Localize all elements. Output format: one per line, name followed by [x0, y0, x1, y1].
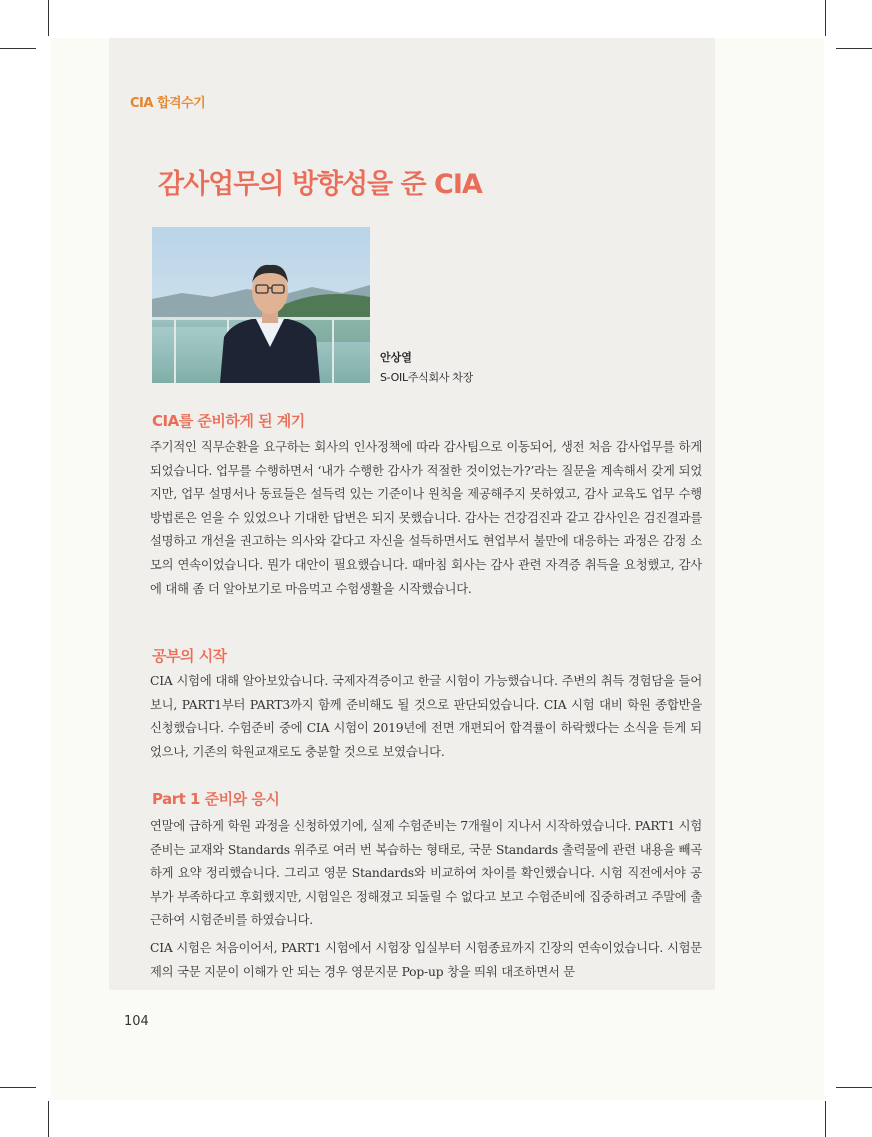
page-number: 104	[124, 1014, 149, 1029]
crop-mark	[48, 1101, 49, 1137]
author-title: S-OIL주식회사 차장	[380, 371, 473, 384]
section-heading: Part 1 준비와 응시	[152, 790, 280, 808]
paragraph: 연말에 급하게 학원 과정을 신청하였기에, 실제 수험준비는 7개월이 지나서 시작하였습니다. PART1 시험준비는 교재와 Standards 위주로 여러 번 복습하는 형태로, 국문 Standards 출력물에 관련 내용을 빼곡하게 요약 정리했습니다. 그리고 영문 Standards와 비교하여 차이를 확인했습니다. 시험 직전에서야 공부가 부족하다고 후회했지만, 시험일은 정해졌고 되돌릴 수 없다고 보고 수험준비에 집중하려고 주말에 출근하여 시험준비를 하였습니다.	[150, 819, 702, 928]
crop-mark	[825, 1101, 826, 1137]
author-name: 안상열	[380, 351, 412, 364]
author-photo	[152, 227, 370, 383]
crop-mark	[836, 48, 872, 49]
paragraph: CIA 시험은 처음이어서, PART1 시험에서 시험장 입실부터 시험종료까지 긴장의 연속이었습니다. 시험문제의 국문 지문이 이해가 안 되는 경우 영문지문 Pop-up 창을 띄워 대조하면서 문	[150, 941, 702, 979]
article-title: 감사업무의 방향성을 준 CIA	[158, 169, 482, 200]
crop-mark	[0, 48, 36, 49]
section-heading: 공부의 시작	[152, 647, 227, 665]
crop-mark	[836, 1087, 872, 1088]
section-tag: CIA 합격수기	[130, 96, 206, 111]
crop-mark	[825, 0, 826, 36]
crop-mark	[48, 0, 49, 36]
crop-mark	[0, 1087, 36, 1088]
section-heading: CIA를 준비하게 된 계기	[152, 412, 305, 430]
paragraph: 주기적인 직무순환을 요구하는 회사의 인사정책에 따라 감사팀으로 이동되어, 생전 처음 감사업무를 하게 되었습니다. 업무를 수행하면서 ‘내가 수행한 감사가 적절한 것이었는가?’라는 질문을 계속해서 갖게 되었지만, 업무 설명서나 동료들은 설득력 있는 기준이나 원칙을 제공해주지 못하였고, 감사 교육도 업무 수행 방법론은 얻을 수 있었으나 기대한 답변은 되지 못했습니다. 감사는 건강검진과 같고 감사인은 검진결과를 설명하고 개선을 권고하는 의사와 같다고 자신을 설득하면서도 현업부서 불만에 대응하는 과정은 감정 소모의 연속이었습니다. 뭔가 대안이 필요했습니다. 때마침 회사는 감사 관련 자격증 취득을 요청했고, 감사에 대해 좀 더 알아보기로 마음먹고 수험생활을 시작했습니다.	[150, 440, 702, 596]
paragraph: CIA 시험에 대해 알아보았습니다. 국제자격증이고 한글 시험이 가능했습니다. 주변의 취득 경험담을 들어보니, PART1부터 PART3까지 함께 준비해도 될 것으로 판단되었습니다. CIA 시험 대비 학원 종합반을 신청했습니다. 수험준비 중에 CIA 시험이 2019년에 전면 개편되어 합격률이 하락했다는 소식을 듣게 되었으나, 기존의 학원교재로도 충분할 것으로 보였습니다.	[150, 674, 702, 759]
